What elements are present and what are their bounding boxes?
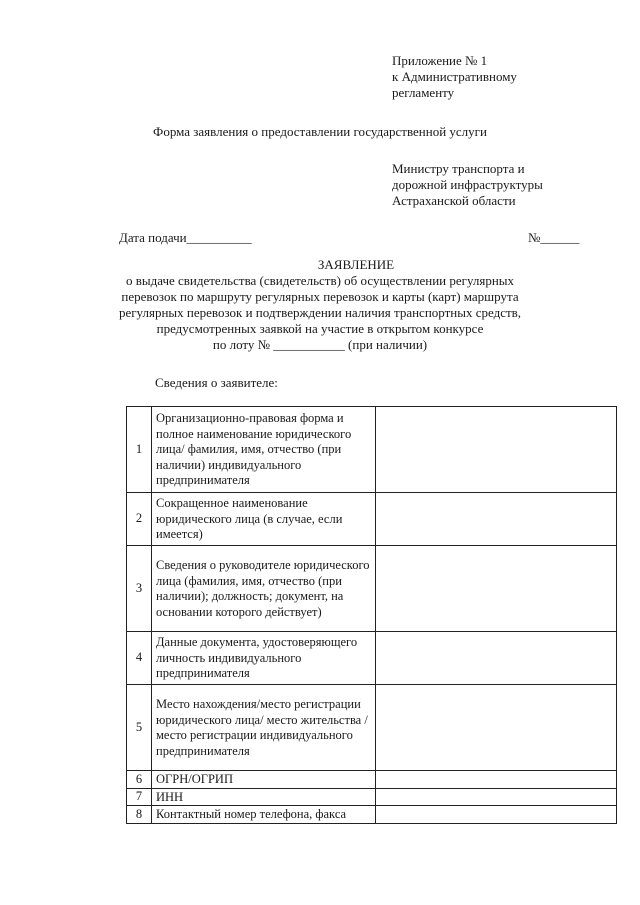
row-value-cell[interactable] [376, 632, 617, 685]
recipient-line: Министру транспорта и [392, 161, 525, 176]
application-title-block [0, 257, 640, 353]
table-row [127, 771, 617, 789]
application-title-line: о выдаче свидетельства (свидетельств) об осуществлении регулярных [125, 273, 515, 288]
application-title-line: перевозок по маршруту регулярных перевозок и карты (карт) маршрута [121, 289, 519, 304]
row-value-cell[interactable] [376, 685, 617, 771]
row-label: ОГРН/ОГРИП [152, 771, 376, 789]
row-value-cell[interactable] [376, 806, 617, 824]
row-number: 8 [127, 806, 152, 824]
attachment-line: регламенту [392, 85, 455, 100]
row-number: 1 [127, 407, 152, 493]
attachment-line: Приложение № 1 [392, 53, 488, 68]
table-row [127, 632, 617, 685]
row-number: 2 [127, 493, 152, 546]
row-label: Сокращенное наименование юридического лица (в случае, если имеется) [152, 493, 376, 546]
row-value-cell[interactable] [376, 493, 617, 546]
row-label: Сведения о руководителе юридического лица (фамилия, имя, отчество (при наличии); должность; документ, на основании которого действует) [152, 546, 376, 632]
form-title: Форма заявления о предоставлении государственной услуги [153, 124, 487, 139]
row-value-cell[interactable] [376, 771, 617, 789]
applicant-info-heading: Сведения о заявителе: [155, 375, 278, 390]
table-row [127, 806, 617, 824]
attachment-line: к Административному [392, 69, 517, 84]
attachment-note [392, 53, 517, 101]
table-row [127, 407, 617, 493]
row-number: 7 [127, 788, 152, 806]
recipient-line: дорожной инфраструктуры [392, 177, 543, 192]
row-number: 3 [127, 546, 152, 632]
lot-number-line[interactable]: по лоту № ___________ (при наличии) [212, 337, 428, 352]
application-title-line: регулярных перевозок и подтверждении наличия транспортных средств, [118, 305, 522, 320]
row-label: Организационно-правовая форма и полное наименование юридического лица/ фамилия, имя, отчество (при наличии) индивидуального предпринимателя [152, 407, 376, 493]
table-row [127, 788, 617, 806]
row-value-cell[interactable] [376, 788, 617, 806]
row-label: ИНН [152, 788, 376, 806]
row-value-cell[interactable] [376, 407, 617, 493]
recipient-line: Астраханской области [392, 193, 516, 208]
row-label: Данные документа, удостоверяющего личность индивидуального предпринимателя [152, 632, 376, 685]
submission-date-field[interactable]: Дата подачи__________ [119, 230, 252, 245]
table-row [127, 685, 617, 771]
application-heading: ЗАЯВЛЕНИЕ [317, 257, 395, 272]
application-title-line: предусмотренных заявкой на участие в открытом конкурсе [156, 321, 484, 336]
application-number-field[interactable]: №______ [528, 230, 580, 245]
row-value-cell[interactable] [376, 546, 617, 632]
row-label: Место нахождения/место регистрации юридического лица/ место жительства /место регистрации индивидуального предпринимателя [152, 685, 376, 771]
recipient-block [392, 161, 543, 209]
row-number: 5 [127, 685, 152, 771]
row-label: Контактный номер телефона, факса [152, 806, 376, 824]
applicant-info-table [126, 406, 617, 824]
row-number: 6 [127, 771, 152, 789]
row-number: 4 [127, 632, 152, 685]
table-row [127, 546, 617, 632]
table-row [127, 493, 617, 546]
